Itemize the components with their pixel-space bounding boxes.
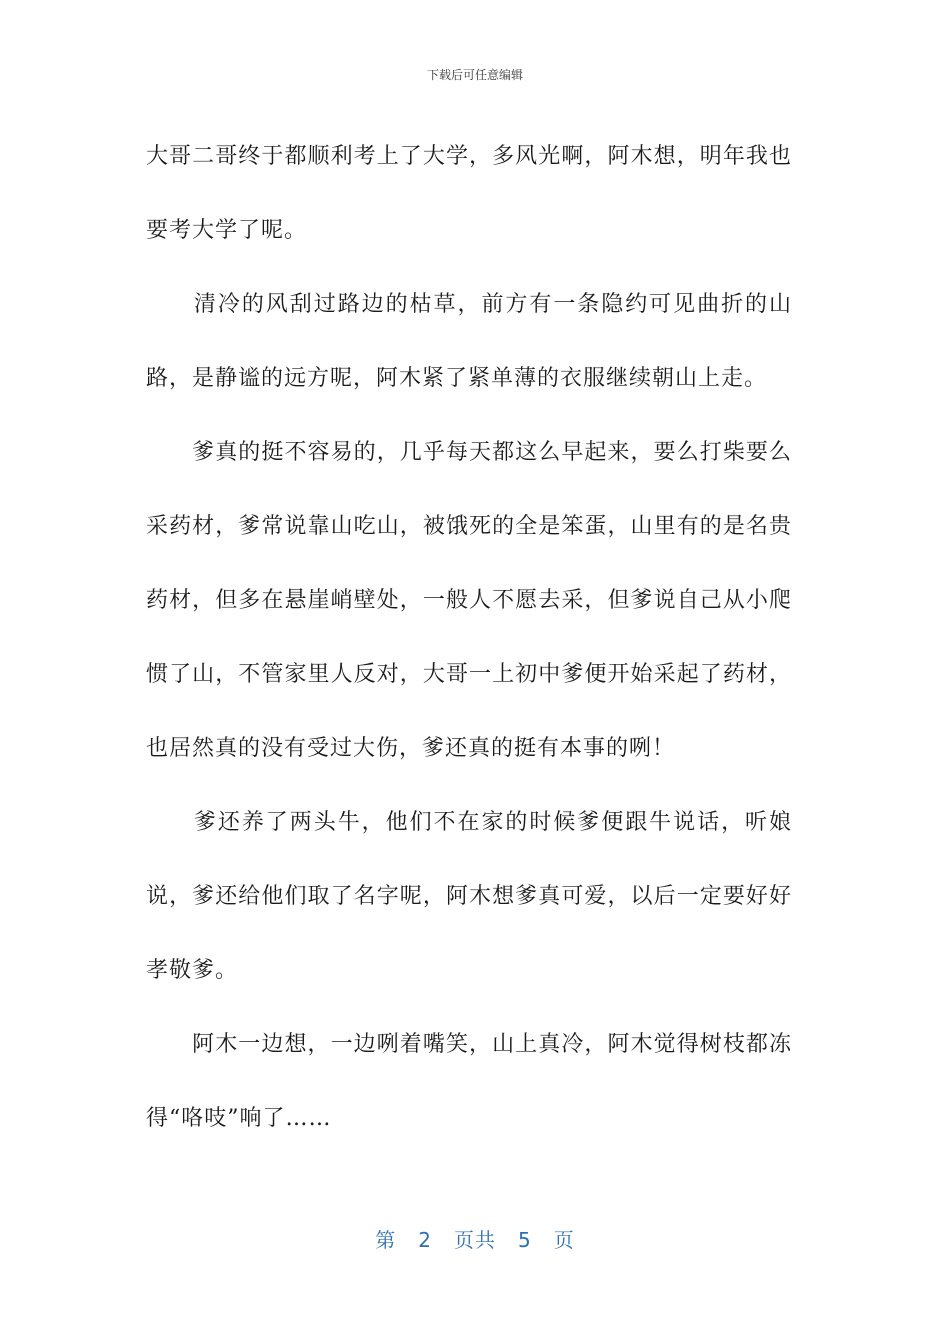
page-label-prefix: 第 — [375, 1228, 397, 1252]
paragraph: 大哥二哥终于都顺利考上了大学，多风光啊，阿木想，明年我也要考大学了呢。 — [146, 144, 792, 243]
paragraph: 爹真的挺不容易的，几乎每天都这么早起来，要么打柴要么采药材，爹常说靠山吃山，被饿死的全是笨蛋，山里有的是名贵药材，但多在悬崖峭壁处，一般人不愿去采，但爹说自己从小爬惯了山，不管家里人反对，大哥一上初中爹便开始采起了药材，也居然真的没有受过大伤，爹还真的挺有本事的咧！ — [146, 440, 792, 761]
paragraph: 爹还养了两头牛，他们不在家的时候爹便跟牛说话，听娘说，爹还给他们取了名字呢，阿木想爹真可爱，以后一定要好好孝敬爹。 — [146, 810, 792, 983]
total-pages-number: 5 — [518, 1228, 532, 1252]
page-label-suffix: 页 — [553, 1228, 575, 1252]
page-label-mid: 页共 — [454, 1228, 496, 1252]
document-body — [146, 120, 792, 1156]
page-header: 下载后可任意编辑 — [426, 68, 523, 82]
paragraph: 清冷的风刮过路边的枯草，前方有一条隐约可见曲折的山路，是静谧的远方呢，阿木紧了紧单薄的衣服继续朝山上走。 — [146, 292, 792, 391]
page-number-footer — [0, 1224, 950, 1253]
paragraph: 阿木一边想，一边咧着嘴笑，山上真冷，阿木觉得树枝都冻得“咯吱”响了…… — [146, 1032, 792, 1131]
current-page-number: 2 — [418, 1228, 432, 1252]
